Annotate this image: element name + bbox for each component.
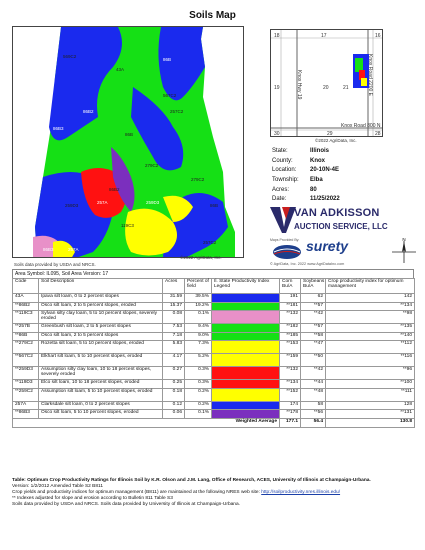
soil-acres: 0.06: [163, 410, 185, 419]
table-row: [13, 367, 415, 380]
table-row: [13, 354, 415, 367]
soybean-yield: **58: [301, 332, 326, 341]
total-soy: 56.4: [301, 418, 326, 427]
table-row: [13, 332, 415, 341]
col-header: Code: [13, 279, 39, 294]
info-value: 80: [310, 186, 317, 193]
col-header: Il. State Productivity Index Legend: [212, 279, 280, 294]
info-key: Township:: [272, 176, 299, 183]
legend-color: [212, 311, 279, 323]
van-adkisson-name: VAN ADKISSON: [294, 207, 380, 219]
soil-label: 86B3: [43, 247, 54, 252]
soil-label: 259D3: [65, 203, 79, 208]
info-row: [272, 146, 412, 156]
legend-color: [212, 333, 279, 341]
location-map[interactable]: [270, 29, 383, 137]
soil-table: [12, 278, 415, 428]
soil-code: 43A: [13, 294, 39, 303]
soil-label: 259D3: [146, 200, 160, 205]
corn-yield: **159: [280, 354, 301, 367]
soil-code: **86B: [13, 332, 39, 341]
soil-label: 279C2: [145, 163, 159, 168]
col-header: Corn Bu/A: [280, 279, 301, 294]
soil-label: 569C2: [63, 54, 77, 59]
legend-color: [212, 294, 279, 302]
soil-code: **86B3: [13, 410, 39, 419]
table-row: [13, 380, 415, 389]
info-key: Date:: [272, 196, 287, 203]
productivity-swatch: [212, 294, 280, 303]
soil-description: Assumption silty clay loam, 10 to 18 percent slopes, severely eroded: [39, 367, 163, 380]
soil-percent: 19.2%: [185, 302, 212, 311]
soil-acres: 4.17: [163, 354, 185, 367]
footnote-line: Soils data provided by USDA and NRCS. Soils data provided by University of Illinois at Champaign-Urbana.: [12, 502, 240, 507]
soil-code: **567C2: [13, 354, 39, 367]
va-mark-icon: [270, 205, 296, 235]
soil-percent: 0.3%: [185, 367, 212, 380]
soybean-yield: **42: [301, 367, 326, 380]
soybean-yield: **56: [301, 410, 326, 419]
soybean-yield: **50: [301, 354, 326, 367]
soil-code: **257B: [13, 324, 39, 333]
soil-percent: 0.2%: [185, 388, 212, 401]
soybean-yield: **42: [301, 311, 326, 324]
soil-map[interactable]: [12, 26, 244, 258]
soil-percent: 39.5%: [185, 294, 212, 303]
soil-description: Elkhart silt loam, 5 to 10 percent slopes, eroded: [39, 354, 163, 367]
soil-acres: 0.08: [163, 311, 185, 324]
legend-color: [212, 389, 279, 401]
soil-label: 86B2: [109, 187, 120, 192]
section-number: 20: [323, 85, 329, 91]
soil-label: 279C2: [191, 177, 205, 182]
soybean-yield: **47: [301, 341, 326, 354]
soil-label: 119C3: [121, 223, 134, 228]
soil-percent: 0.1%: [185, 311, 212, 324]
soil-percent: 9.4%: [185, 324, 212, 333]
soil-description: Sylvan silty clay loam, 5 to 10 percent slopes, severely eroded: [39, 311, 163, 324]
section-number: 29: [327, 131, 333, 137]
footnote-text: Crop yields and productivity indices for optimum management (B811) are maintained at the following NRES web site:: [12, 490, 262, 495]
surety-globe-icon: [272, 244, 302, 260]
productivity-swatch: [212, 367, 280, 380]
section-number: 21: [343, 85, 349, 91]
productivity-swatch: [212, 388, 280, 401]
soil-label: 86B2: [83, 109, 94, 114]
info-value: 11/25/2022: [310, 196, 340, 203]
productivity-swatch: [212, 332, 280, 341]
page-title: Soils Map: [189, 10, 236, 21]
total-row: [13, 418, 415, 427]
footnote-line: ** Indexes adjusted for slope and erosion according to Bulletin 811 Table S3: [12, 496, 173, 501]
soil-description: Osco silt loam, 5 to 10 percent slopes, eroded: [39, 410, 163, 419]
van-adkisson-subtitle: AUCTION SERVICE, LLC: [294, 222, 388, 231]
info-value: Elba: [310, 176, 323, 183]
soil-percent: 0.2%: [185, 401, 212, 410]
legend-color: [212, 380, 279, 388]
soybean-yield: 62: [301, 294, 326, 303]
soil-label: 567C2: [163, 93, 177, 98]
info-row: [272, 165, 412, 175]
crop-productivity-index: **112: [326, 341, 415, 354]
productivity-swatch: [212, 401, 280, 410]
field-info: [272, 146, 412, 204]
soil-label: 86B3: [53, 126, 64, 131]
legend-color: [212, 402, 279, 410]
table-row: [13, 401, 415, 410]
section-number: 18: [274, 33, 280, 39]
table-row: [13, 302, 415, 311]
col-header: Soil Description: [39, 279, 163, 294]
soil-acres: 31.59: [163, 294, 185, 303]
soil-code: **86B2: [13, 302, 39, 311]
table-header: [13, 279, 415, 294]
soil-code: 257A: [13, 401, 39, 410]
legend-color: [212, 324, 279, 332]
info-key: County:: [272, 157, 293, 164]
productivity-swatch: [212, 380, 280, 389]
info-key: Acres:: [272, 186, 290, 193]
soil-percent: 0.3%: [185, 380, 212, 389]
soil-label: 257A: [68, 247, 79, 252]
soil-acres: 7.53: [163, 324, 185, 333]
productivity-link[interactable]: http://soilproductivity.nres.illinois.edu/: [261, 490, 341, 495]
section-number: 30: [274, 131, 280, 137]
compass-north: N: [402, 237, 406, 242]
crop-productivity-index: 142: [326, 294, 415, 303]
soil-label: 257C2: [203, 240, 217, 245]
soil-acres: 0.12: [163, 401, 185, 410]
section-number: 17: [321, 33, 327, 39]
soil-label: 43A: [116, 67, 125, 72]
soil-code: **259C2: [13, 388, 39, 401]
soil-code: **279C2: [13, 341, 39, 354]
corn-yield: **132: [280, 367, 301, 380]
soil-description: Osco silt loam, 2 to 5 percent slopes, eroded: [39, 302, 163, 311]
soil-label: 257C2: [170, 109, 184, 114]
crop-productivity-index: **135: [326, 324, 415, 333]
crop-productivity-index: **98: [326, 311, 415, 324]
info-row: [272, 194, 412, 204]
crop-productivity-index: **134: [326, 302, 415, 311]
section-number: 16: [375, 33, 381, 39]
crop-productivity-index: 128: [326, 401, 415, 410]
total-corn: 177.1: [280, 418, 301, 427]
soil-description: Rozetta silt loam, 5 to 10 percent slopes, eroded: [39, 341, 163, 354]
footnote: [12, 478, 414, 508]
corn-yield: **152: [280, 388, 301, 401]
footnote-line: Table: Optimum Crop Productivity Ratings for Illinois Soil by K.R. Olson and J.M. Lang, Office of Research, ACES, University of Illinois at Champaign-Urbana.: [12, 478, 371, 483]
crop-productivity-index: **100: [326, 380, 415, 389]
soil-acres: 0.25: [163, 380, 185, 389]
productivity-swatch: [212, 324, 280, 333]
soil-label: 257A: [97, 200, 108, 205]
soil-percent: 5.2%: [185, 354, 212, 367]
productivity-swatch: [212, 302, 280, 311]
crop-productivity-index: **131: [326, 410, 415, 419]
surety-name: surety: [306, 238, 349, 254]
soybean-yield: **44: [301, 380, 326, 389]
area-symbol: Area Symbol: IL095, Soil Area Version: 17: [12, 269, 414, 278]
table-row: [13, 324, 415, 333]
soil-code: **119C3: [13, 311, 39, 324]
soil-acres: 15.37: [163, 302, 185, 311]
crop-productivity-index: **140: [326, 332, 415, 341]
info-row: [272, 175, 412, 185]
productivity-swatch: [212, 410, 280, 419]
legend-color: [212, 341, 279, 353]
table-row: [13, 311, 415, 324]
footnote-line: Version: 1/2/2012 Amended Table S2 B811: [12, 484, 104, 489]
soil-description: Greenbush silt loam, 2 to 5 percent slopes: [39, 324, 163, 333]
soil-percent: 7.3%: [185, 341, 212, 354]
col-header: Soybeans Bu/A: [301, 279, 326, 294]
surety-tagline: Maps Provided By:: [270, 238, 300, 242]
crop-productivity-index: **116: [326, 354, 415, 367]
corn-yield: **153: [280, 341, 301, 354]
productivity-swatch: [212, 311, 280, 324]
soil-description: Assumption silt loam, 5 to 10 percent slopes, eroded: [39, 388, 163, 401]
info-row: [272, 185, 412, 195]
soybean-yield: **48: [301, 388, 326, 401]
corn-yield: **132: [280, 311, 301, 324]
legend-color: [212, 367, 279, 379]
soil-description: Ipava silt loam, 0 to 2 percent slopes: [39, 294, 163, 303]
info-row: [272, 156, 412, 166]
col-header: Percent of field: [185, 279, 212, 294]
table-row: [13, 341, 415, 354]
legend-color: [212, 354, 279, 366]
crop-productivity-index: **111: [326, 388, 415, 401]
surety-sub: © AgriData, Inc. 2022 www.AgriDataInc.com: [270, 262, 345, 266]
corn-yield: 191: [280, 294, 301, 303]
soybean-yield: **57: [301, 302, 326, 311]
total-cpi: 130.8: [326, 418, 415, 427]
corn-yield: **182: [280, 324, 301, 333]
soil-acres: 0.27: [163, 367, 185, 380]
table-row: [13, 294, 415, 303]
legend-color: [212, 410, 279, 418]
corn-yield: **178: [280, 410, 301, 419]
soil-label: 86B: [125, 132, 134, 137]
info-value: Knox: [310, 157, 325, 164]
soil-map-copyright: ©2022 AgriData, Inc.: [180, 255, 222, 260]
compass-icon: [392, 237, 416, 263]
soil-acres: 5.83: [163, 341, 185, 354]
soil-code: **119D3: [13, 380, 39, 389]
van-adkisson-logo: [270, 205, 400, 237]
road-label: Knox Road 800 N: [341, 123, 381, 129]
col-header: Acres: [163, 279, 185, 294]
corn-yield: **185: [280, 332, 301, 341]
corn-yield: 174: [280, 401, 301, 410]
soil-label: 86B: [210, 203, 219, 208]
productivity-swatch: [212, 341, 280, 354]
soil-description: Elco silt loam, 10 to 18 percent slopes, eroded: [39, 380, 163, 389]
section-number: 28: [375, 131, 381, 137]
table-row: [13, 388, 415, 401]
corn-yield: **181: [280, 302, 301, 311]
soil-description: Clarksdale silt loam, 0 to 2 percent slopes: [39, 401, 163, 410]
soybean-yield: 58: [301, 401, 326, 410]
road-label: Knox Hwy 19: [296, 70, 302, 100]
productivity-swatch: [212, 354, 280, 367]
info-value: 20-10N-4E: [310, 167, 340, 174]
soybean-yield: **57: [301, 324, 326, 333]
total-label: Weighted Average: [13, 418, 280, 427]
info-key: State:: [272, 147, 288, 154]
section-number: 19: [274, 85, 280, 91]
soil-description: Osco silt loam, 2 to 5 percent slopes: [39, 332, 163, 341]
info-value: Illinois: [310, 147, 330, 154]
info-key: Location:: [272, 167, 297, 174]
soil-label: 86B: [163, 57, 172, 62]
corn-yield: **134: [280, 380, 301, 389]
soil-acres: 0.18: [163, 388, 185, 401]
road-label: Knox Road 2200 E: [367, 54, 373, 96]
col-header: Crop productivity index for optimum management: [326, 279, 415, 294]
table-row: [13, 410, 415, 419]
soil-percent: 0.1%: [185, 410, 212, 419]
soil-acres: 7.18: [163, 332, 185, 341]
soil-map-source: Soils data provided by USDA and NRCS.: [14, 262, 96, 267]
location-map-copyright: ©2022 AgriData, Inc.: [315, 138, 357, 143]
soil-percent: 9.0%: [185, 332, 212, 341]
crop-productivity-index: **96: [326, 367, 415, 380]
soil-table-wrap: [12, 269, 414, 428]
soil-code: **259D3: [13, 367, 39, 380]
legend-color: [212, 303, 279, 311]
